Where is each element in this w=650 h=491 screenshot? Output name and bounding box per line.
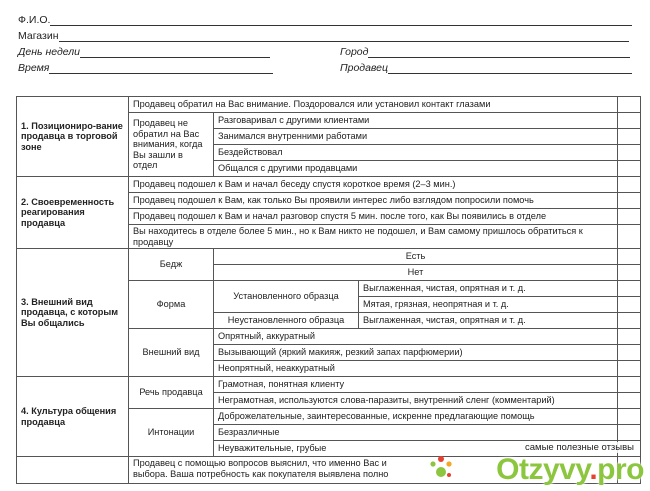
s3-uniform-option: Мятая, грязная, неопрятная и т. д. (359, 297, 618, 313)
s5-line-2: выбора. Ваша потребность как покупателя выявлена полно (133, 468, 389, 479)
s3-uniform-std: Установленного образца (214, 281, 359, 313)
s4-intonation-option: Неуважительные, грубые (214, 441, 618, 457)
checkbox-cell[interactable] (618, 297, 641, 313)
s4-speech: Речь продавца (129, 377, 214, 409)
section-5-title (17, 457, 129, 484)
s1-subgroup: Продавец не обратил на Вас внимания, когда Вы зашли в отдел (129, 113, 214, 177)
checkbox-cell[interactable] (618, 145, 641, 161)
fio-field[interactable] (50, 14, 632, 26)
s3-badge-no: Нет (214, 265, 618, 281)
s3-uniform-option: Выглаженная, чистая, опрятная и т. д. (359, 281, 618, 297)
time-row (18, 62, 273, 74)
section-3-title: 3. Внешний вид продавца, с которым Вы общались (17, 249, 129, 377)
s4-speech-option: Неграмотная, используются слова-паразиты, внутренний сленг (комментарий) (214, 393, 618, 409)
weekday-field[interactable] (80, 46, 270, 58)
s3-uniform: Форма (129, 281, 214, 329)
checkbox-cell[interactable] (618, 281, 641, 297)
seller-field[interactable] (388, 62, 632, 74)
checkbox-cell[interactable] (618, 161, 641, 177)
s1-option: Занимался внутренними работами (214, 129, 618, 145)
weekday-label: День недели (18, 46, 81, 58)
table-row (17, 97, 641, 113)
s4-intonation-option: Доброжелательные, заинтересованные, искренне предлагающие помощь (214, 409, 618, 425)
logo-tld: pro (597, 453, 644, 486)
store-row (18, 30, 629, 42)
checkbox-cell[interactable] (618, 97, 641, 113)
section-2-title: 2. Своевременность реагирования продавца (17, 177, 129, 249)
checkbox-cell[interactable] (618, 249, 641, 265)
checkbox-cell[interactable] (618, 329, 641, 345)
watermark-tagline: самые полезные отзывы (525, 442, 634, 453)
section-4-title: 4. Культура общения продавца (17, 377, 129, 457)
weekday-row (18, 46, 270, 58)
checkbox-cell[interactable] (618, 209, 641, 225)
evaluation-table (16, 96, 641, 484)
fio-row (18, 14, 632, 26)
fio-label: Ф.И.О. (18, 14, 51, 26)
checkbox-cell[interactable] (618, 225, 641, 249)
s4-intonation: Интонации (129, 409, 214, 457)
city-label: Город (340, 46, 369, 58)
watermark-logo (496, 453, 644, 487)
logo-dot: . (589, 453, 598, 486)
s1-option: Разговаривал с другими клиентами (214, 113, 618, 129)
checkbox-cell[interactable] (618, 377, 641, 393)
checkbox-cell[interactable] (618, 361, 641, 377)
city-field[interactable] (368, 46, 630, 58)
s1-row-attention: Продавец обратил на Вас внимание. Поздоровался или установил контакт глазами (129, 97, 618, 113)
checkbox-cell[interactable] (618, 393, 641, 409)
checkbox-cell[interactable] (618, 129, 641, 145)
table-row (17, 249, 641, 265)
s2-option: Продавец подошел к Вам и начал беседу спустя короткое время (2–3 мин.) (129, 177, 618, 193)
s3-uniform-option: Выглаженная, чистая, опрятная и т. д. (359, 313, 618, 329)
s5-line-1: Продавец с помощью вопросов выяснил, что именно Вас и (133, 458, 387, 469)
checkbox-cell[interactable] (618, 193, 641, 209)
logo-burst-icon (428, 455, 454, 481)
s3-badge-yes: Есть (214, 249, 618, 265)
s3-uniform-nonstd: Неустановленного образца (214, 313, 359, 329)
s3-look-option: Вызывающий (яркий макияж, резкий запах парфюмерии) (214, 345, 618, 361)
time-label: Время (18, 62, 50, 74)
s1-option: Общался с другими продавцами (214, 161, 618, 177)
s1-option: Бездействовал (214, 145, 618, 161)
checkbox-cell[interactable] (618, 177, 641, 193)
s2-option: Продавец подошел к Вам и начал разговор спустя 5 мин. после того, как Вы появились в отделе (129, 209, 618, 225)
table-row (17, 377, 641, 393)
checkbox-cell[interactable] (618, 313, 641, 329)
city-row (340, 46, 630, 58)
s3-look: Внешний вид (129, 329, 214, 377)
time-field[interactable] (49, 62, 273, 74)
seller-row (340, 62, 632, 74)
s2-option: Вы находитесь в отделе более 5 мин., но к Вам никто не подошел, и Вам самому пришлось обратиться к продавцу (129, 225, 618, 249)
checkbox-cell[interactable] (618, 345, 641, 361)
table-row (17, 177, 641, 193)
store-label: Магазин (18, 30, 59, 42)
seller-label: Продавец (340, 62, 389, 74)
s2-option: Продавец подошел к Вам, как только Вы проявили интерес либо взглядом попросили помочь (129, 193, 618, 209)
section-1-title: 1. Позициониро-вание продавца в торговой зоне (17, 97, 129, 177)
s3-look-option: Неопрятный, неаккуратный (214, 361, 618, 377)
store-field[interactable] (59, 30, 629, 42)
logo-text: Otzyvy (496, 453, 590, 486)
checkbox-cell[interactable] (618, 113, 641, 129)
checkbox-cell[interactable] (618, 265, 641, 281)
s4-intonation-option: Безразличные (214, 425, 618, 441)
s4-speech-option: Грамотная, понятная клиенту (214, 377, 618, 393)
checkbox-cell[interactable] (618, 425, 641, 441)
s3-badge: Бедж (129, 249, 214, 281)
checkbox-cell[interactable] (618, 409, 641, 425)
s3-look-option: Опрятный, аккуратный (214, 329, 618, 345)
